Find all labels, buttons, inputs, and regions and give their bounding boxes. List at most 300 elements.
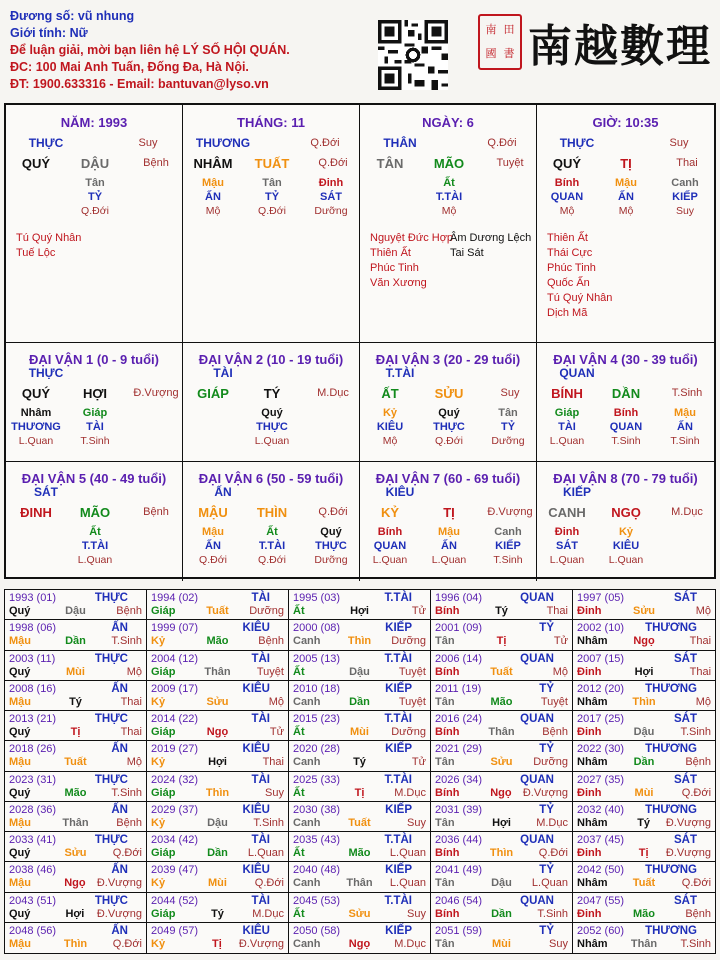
year-ten-god: THỰC	[94, 713, 128, 725]
year-label: 2036 (44)	[435, 834, 483, 846]
year-ten-god: TÀI	[251, 894, 270, 907]
year-branch: Dậu	[65, 605, 86, 617]
year-stem: Canh	[293, 756, 321, 769]
year-stem: Mậu	[9, 816, 31, 829]
year-stem: Đinh	[577, 605, 602, 617]
year-pillar-line	[151, 635, 284, 648]
year-label: 2048 (56)	[9, 924, 57, 937]
year-pillar-line	[9, 666, 142, 679]
year-stem: Giáp	[151, 605, 176, 617]
year-label: 2007 (15)	[577, 652, 625, 665]
year-line	[9, 895, 142, 908]
year-stage: Q.Đới	[681, 786, 712, 799]
hidden-stem: Quý	[261, 407, 283, 419]
heavenly-stem: QUÝ	[552, 156, 582, 171]
year-stage: Bệnh	[258, 635, 284, 648]
year-pillar-line	[577, 726, 711, 739]
year-ten-god: QUAN	[520, 592, 554, 604]
year-ten-god: KIÊU	[242, 743, 270, 756]
year-pillar-line	[435, 938, 568, 951]
hidden-stem: Quý	[438, 407, 460, 419]
year-label: 2027 (35)	[577, 773, 625, 786]
earthly-branch: MÃO	[433, 156, 465, 171]
year-label: 2001 (09)	[435, 622, 483, 635]
year-pillar-line	[151, 877, 284, 890]
year-pillar-line	[9, 756, 142, 769]
year-ten-god: T.TÀI	[384, 834, 412, 846]
seal-char: 國	[485, 47, 497, 60]
year-cell	[5, 923, 147, 953]
hidden-stem: Nhâm	[20, 407, 52, 419]
dai-van-title: ĐẠI VẬN 3 (20 - 29 tuổi)	[375, 352, 521, 367]
heavenly-stem: NHÂM	[193, 156, 233, 171]
year-ten-god: TÀI	[251, 773, 270, 786]
year-line	[9, 713, 142, 726]
year-stage: Đ.Vượng	[238, 937, 284, 950]
seal-char: 南	[485, 23, 497, 36]
year-cell	[147, 802, 289, 832]
year-line	[577, 713, 711, 726]
year-line	[577, 925, 711, 938]
year-line	[577, 622, 711, 635]
pillar-title: NGÀY: 6	[422, 115, 474, 130]
year-ten-god: THƯƠNG	[645, 682, 697, 695]
year-stem: Ất	[293, 907, 305, 920]
year-stage: Bệnh	[116, 816, 142, 829]
year-cell	[289, 923, 431, 953]
year-branch: Thân	[62, 816, 89, 829]
year-label: 1999 (07)	[151, 622, 199, 635]
year-line	[293, 653, 426, 666]
earthly-branch: TỊ	[443, 505, 455, 520]
year-ten-god: T.TÀI	[384, 592, 412, 604]
year-ten-god: THƯƠNG	[645, 622, 697, 635]
year-stem: Bính	[435, 786, 460, 799]
year-label: 1994 (02)	[151, 592, 199, 604]
year-stem: Ất	[293, 847, 305, 859]
year-stem: Nhâm	[577, 816, 608, 829]
shen-sha-list	[547, 231, 612, 321]
year-cell	[5, 620, 147, 650]
year-ten-god: KIẾP	[385, 803, 412, 816]
hidden-stem: Bính	[377, 526, 403, 538]
year-cell	[289, 620, 431, 650]
year-cell	[289, 590, 431, 620]
year-line	[9, 592, 142, 605]
year-stage: Đ.Vượng	[665, 816, 711, 829]
earthly-branch: TÝ	[263, 386, 281, 401]
year-ten-god: THỰC	[94, 773, 128, 786]
year-label: 2013 (21)	[9, 713, 57, 725]
year-label: 2025 (33)	[293, 773, 341, 786]
year-cell	[573, 923, 715, 953]
year-ten-god: SÁT	[674, 894, 697, 907]
year-branch: Thân	[346, 877, 373, 890]
year-line	[435, 743, 568, 756]
hidden-stage: T.Sinh	[670, 435, 700, 447]
shen-sha-item: Văn Xương	[370, 277, 427, 289]
year-stem: Quý	[9, 907, 31, 920]
year-stage: L.Quan	[247, 847, 284, 859]
year-branch: Dần	[633, 756, 655, 769]
hidden-stage: Dưỡng	[491, 435, 525, 447]
pillar-cell	[183, 105, 360, 343]
dai-van-cell	[360, 343, 537, 462]
hidden-god: KIẾP	[672, 191, 698, 203]
shen-sha-item: Quốc Ấn	[547, 277, 590, 289]
hidden-stem: Bính	[613, 407, 639, 419]
year-stage: L.Quan	[389, 847, 426, 859]
year-line	[577, 804, 711, 817]
pillar-cell	[6, 105, 183, 343]
year-stage: Q.Đới	[538, 847, 568, 859]
year-pillar-line	[9, 847, 142, 860]
hidden-stem: Mậu	[202, 526, 224, 538]
year-cell	[289, 862, 431, 892]
year-pillar-line	[9, 817, 142, 830]
growth-stage: Q.Đới	[318, 506, 348, 518]
year-label: 2015 (23)	[293, 713, 341, 725]
hidden-god: KIÊU	[376, 421, 404, 433]
year-line	[9, 834, 142, 847]
hidden-stem: Bính	[554, 177, 580, 189]
year-branch: Tị	[70, 726, 81, 738]
year-line	[577, 895, 711, 908]
year-label: 2030 (38)	[293, 803, 341, 816]
year-label: 2033 (41)	[9, 834, 57, 846]
year-ten-god: SÁT	[674, 713, 697, 725]
growth-stage: Bệnh	[143, 157, 169, 169]
year-cell	[431, 620, 573, 650]
year-line	[9, 743, 142, 756]
year-line	[293, 683, 426, 696]
year-label: 2041 (49)	[435, 864, 483, 877]
year-line	[151, 683, 284, 696]
seal-char: 田	[503, 23, 515, 36]
pillar-cell	[360, 105, 537, 343]
year-pillar-line	[9, 605, 142, 618]
year-ten-god: THƯƠNG	[645, 803, 697, 816]
hidden-stem: Ất	[266, 526, 278, 538]
year-stem: Kỷ	[151, 937, 166, 950]
pillar-note: Q.Đới	[487, 137, 517, 149]
year-ten-god: TÀI	[251, 592, 270, 604]
year-pillar-line	[151, 847, 284, 860]
year-branch: Mão	[206, 635, 229, 648]
year-pillar-line	[9, 635, 142, 648]
year-branch: Tị	[496, 635, 507, 648]
year-branch: Thân	[488, 726, 515, 738]
hidden-stage: T.Sinh	[80, 435, 110, 447]
year-pillar-line	[293, 666, 426, 679]
year-stem: Ất	[293, 665, 305, 678]
year-branch: Thìn	[489, 847, 514, 859]
year-label: 2019 (27)	[151, 743, 199, 756]
year-stem: Bính	[435, 605, 460, 617]
year-line	[9, 774, 142, 787]
year-cell	[431, 802, 573, 832]
year-pillar-line	[293, 756, 426, 769]
shen-sha-item: Phúc Tinh	[370, 262, 419, 274]
phone-email-line: ĐT: 1900.633316 - Email: bantuvan@lyso.vn	[10, 77, 269, 91]
hidden-stage: Q.Đới	[258, 205, 286, 217]
year-branch: Ngọ	[348, 937, 371, 950]
year-cell	[573, 741, 715, 771]
pillar-cell	[537, 105, 714, 343]
year-cell	[289, 772, 431, 802]
year-stage: Đ.Vượng	[522, 786, 568, 799]
hidden-stage: Mộ	[382, 435, 398, 447]
year-line	[151, 925, 284, 938]
year-stem: Kỷ	[151, 877, 166, 890]
year-stem: Giáp	[151, 907, 176, 920]
year-label: 2026 (34)	[435, 773, 483, 786]
year-line	[293, 834, 426, 847]
year-branch: Thìn	[632, 695, 656, 708]
year-branch: Hợi	[492, 816, 511, 829]
year-branch: Tuất	[348, 816, 371, 829]
year-stage: Suy	[407, 816, 426, 829]
year-cell	[431, 651, 573, 681]
year-stage: Q.Đới	[112, 847, 142, 859]
year-ten-god: SÁT	[674, 592, 697, 604]
year-branch: Hợi	[350, 605, 369, 617]
year-branch: Sửu	[632, 605, 656, 617]
year-line	[435, 925, 568, 938]
year-ten-god: T.TÀI	[384, 652, 412, 665]
year-label: 2010 (18)	[293, 682, 341, 695]
year-label: 2039 (47)	[151, 864, 199, 877]
year-line	[293, 713, 426, 726]
ten-god-label: QUAN	[559, 366, 595, 380]
year-line	[151, 834, 284, 847]
year-label: 2020 (28)	[293, 743, 341, 756]
year-stage: Mộ	[126, 665, 142, 678]
year-ten-god: KIÊU	[242, 864, 270, 877]
year-label: 2018 (26)	[9, 743, 57, 756]
year-pillar-line	[577, 817, 711, 830]
year-stem: Mậu	[9, 756, 31, 769]
year-stage: Bệnh	[116, 605, 142, 617]
pillar-note: Suy	[669, 137, 689, 149]
year-stage: Mộ	[695, 605, 712, 617]
dai-van-title: ĐẠI VẬN 7 (60 - 69 tuổi)	[375, 471, 521, 486]
heavenly-stem: MẬU	[198, 505, 228, 520]
year-stage: L.Quan	[389, 877, 426, 890]
hidden-stem: Canh	[671, 177, 699, 189]
year-branch: Tuất	[632, 877, 656, 890]
year-ten-god: ẤN	[111, 864, 128, 877]
year-stage: Q.Đới	[254, 877, 284, 890]
heavenly-stem: TÂN	[376, 156, 404, 171]
year-cell	[5, 862, 147, 892]
owner-name: Đương số: vũ nhung	[10, 9, 135, 23]
year-cell	[289, 832, 431, 862]
year-stem: Tân	[435, 635, 455, 648]
earthly-branch: DẬU	[80, 156, 110, 171]
hidden-stage: Q.Đới	[258, 554, 286, 566]
year-ten-god: THỰC	[94, 894, 128, 907]
year-label: 2043 (51)	[9, 894, 57, 907]
year-line	[577, 743, 711, 756]
heavenly-stem: CANH	[548, 505, 586, 520]
shen-sha-item: Phúc Tinh	[547, 262, 596, 274]
year-cell	[5, 893, 147, 923]
year-stage: T.Sinh	[680, 937, 712, 950]
year-ten-god: TÀI	[251, 652, 270, 665]
year-cell	[289, 741, 431, 771]
year-label: 1993 (01)	[9, 592, 57, 604]
contact-line: Để luận giải, mời bạn liên hệ LÝ SỐ HỘI QUÁN.	[10, 43, 290, 57]
year-stem: Canh	[293, 635, 321, 648]
hidden-stage: Q.Đới	[435, 435, 463, 447]
year-pillar-line	[577, 696, 711, 709]
year-stage: Thai	[689, 665, 712, 678]
year-pillar-line	[9, 938, 142, 951]
dai-van-cell	[537, 462, 714, 581]
year-pillar-line	[435, 908, 568, 921]
year-stage: Tuyệt	[256, 665, 284, 678]
hidden-stage: L.Quan	[549, 435, 585, 447]
year-branch: Mùi	[350, 726, 369, 738]
hidden-god: QUAN	[550, 191, 584, 203]
year-line	[9, 683, 142, 696]
year-stem: Đinh	[577, 786, 602, 799]
dai-van-title: ĐẠI VẬN 6 (50 - 59 tuổi)	[198, 471, 344, 486]
year-stem: Ất	[293, 726, 305, 738]
ten-god-label: KIẾP	[562, 485, 592, 499]
year-stem: Mậu	[9, 937, 31, 950]
hidden-god: SÁT	[320, 191, 342, 203]
year-stage: Dưỡng	[249, 605, 284, 617]
year-pillar-line	[577, 908, 711, 921]
year-label: 2014 (22)	[151, 713, 199, 725]
shen-sha-item: Tai Sát	[450, 247, 484, 259]
year-stage: Mộ	[695, 695, 712, 708]
year-label: 2024 (32)	[151, 773, 199, 786]
chart-grid	[4, 103, 716, 579]
year-branch: Dậu	[349, 665, 370, 678]
year-stem: Tân	[435, 937, 455, 950]
year-line	[293, 864, 426, 877]
growth-stage: T.Sinh	[671, 387, 703, 399]
year-pillar-line	[151, 908, 284, 921]
year-ten-god: QUAN	[520, 713, 554, 725]
year-pillar-line	[435, 726, 568, 739]
year-stage: T.Sinh	[111, 786, 142, 799]
year-branch: Thìn	[63, 937, 88, 950]
year-ten-god: ẤN	[111, 924, 128, 937]
year-branch: Mùi	[634, 786, 654, 799]
year-label: 2017 (25)	[577, 713, 625, 725]
year-line	[435, 804, 568, 817]
hidden-stage: L.Quan	[77, 554, 113, 566]
year-stem: Ất	[293, 605, 305, 617]
year-ten-god: T.TÀI	[384, 894, 412, 907]
year-branch: Thân	[630, 937, 658, 950]
year-branch: Dần	[349, 695, 370, 708]
year-pillar-line	[293, 877, 426, 890]
year-branch: Dần	[65, 635, 86, 648]
year-stage: Mộ	[268, 695, 284, 708]
year-stage: Đ.Vượng	[96, 877, 142, 890]
year-cell	[573, 802, 715, 832]
year-line	[151, 804, 284, 817]
year-stage: Tử	[411, 605, 426, 617]
year-line	[9, 925, 142, 938]
year-pillar-line	[9, 787, 142, 800]
year-pillar-line	[293, 847, 426, 860]
year-cell	[289, 893, 431, 923]
hidden-god: TỶ	[87, 191, 103, 203]
year-cell	[431, 862, 573, 892]
year-stem: Quý	[9, 847, 31, 859]
year-cell	[147, 711, 289, 741]
year-pillar-line	[151, 817, 284, 830]
year-branch: Mùi	[492, 937, 511, 950]
address-line: ĐC: 100 Mai Anh Tuấn, Đống Đa, Hà Nội.	[10, 60, 249, 74]
qr-code-icon	[378, 20, 448, 90]
year-stage: T.Sinh	[537, 907, 568, 920]
year-cell	[573, 681, 715, 711]
year-stem: Quý	[9, 665, 31, 678]
shen-sha-item: Âm Dương Lệch	[450, 232, 532, 244]
year-pillar-line	[151, 696, 284, 709]
year-pillar-line	[577, 787, 711, 800]
year-ten-god: KIÊU	[242, 803, 270, 816]
dai-van-title: ĐẠI VẬN 4 (30 - 39 tuổi)	[553, 352, 698, 367]
ten-god-label: KIÊU	[385, 485, 415, 499]
year-stem: Quý	[9, 726, 31, 738]
year-pillar-line	[151, 605, 284, 618]
year-stem: Bính	[435, 726, 460, 738]
pillar-note: Suy	[138, 137, 158, 149]
year-stem: Tân	[435, 756, 455, 769]
year-ten-god: ẤN	[111, 743, 128, 756]
dai-van-title: ĐẠI VẬN 8 (70 - 79 tuổi)	[553, 471, 698, 486]
year-ten-god: TỶ	[539, 924, 554, 937]
ten-god-label: ẤN	[214, 485, 232, 499]
shen-sha-item: Tú Quý Nhân	[547, 292, 613, 304]
hidden-god: TÀI	[86, 421, 104, 433]
year-branch: Mão	[348, 847, 371, 859]
year-stem: Đinh	[577, 665, 602, 678]
hidden-stage: L.Quan	[18, 435, 54, 447]
growth-stage: Tuyệt	[496, 157, 524, 169]
earthly-branch: SỬU	[434, 386, 464, 401]
year-pillar-line	[577, 938, 711, 951]
year-stage: Q.Đới	[681, 877, 712, 890]
year-branch: Sửu	[490, 756, 513, 769]
year-branch: Tý	[637, 816, 651, 829]
year-branch: Sửu	[206, 695, 229, 708]
year-stage: Thai	[120, 695, 142, 708]
year-ten-god: TỶ	[539, 803, 554, 816]
year-branch: Tuất	[206, 605, 229, 617]
year-stem: Giáp	[151, 786, 176, 799]
year-stage: M.Dục	[394, 937, 426, 950]
hidden-god: T.TÀI	[81, 540, 109, 552]
year-stem: Bính	[435, 907, 460, 920]
year-line	[577, 864, 711, 877]
year-pillar-line	[293, 696, 426, 709]
dai-van-cell	[537, 343, 714, 462]
year-branch: Tị	[354, 786, 365, 799]
year-stage: Q.Đới	[112, 937, 142, 950]
year-ten-god: KIẾP	[385, 924, 412, 937]
year-label: 2038 (46)	[9, 864, 57, 877]
hidden-god: ẤN	[441, 540, 457, 552]
